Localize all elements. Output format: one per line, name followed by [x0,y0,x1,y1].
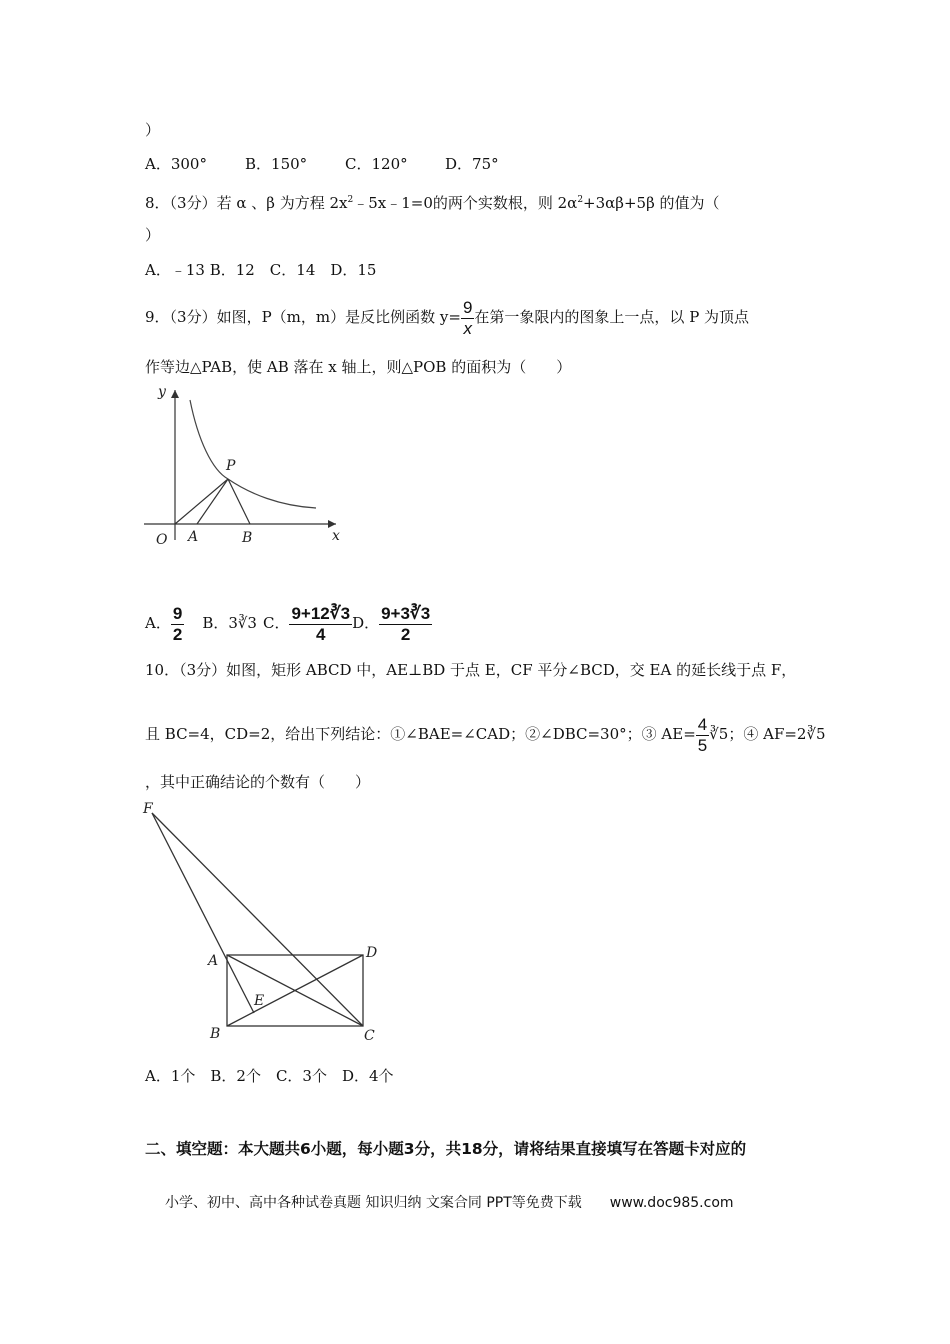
label-a: A [208,953,219,969]
q8-tail: ） [145,226,161,244]
q7-option-b: B．150° [245,155,308,173]
q8-sup2: 2 [577,195,584,205]
q10-figure [140,795,390,1050]
q9-option-a-num: 9 [172,603,183,623]
label-o: O [156,532,168,548]
label-a: A [188,529,199,545]
label-e: E [254,993,265,1009]
q9-stem [145,297,749,339]
q9-options [145,600,432,646]
q9-stem-a: 9．（3分）如图，P（m，m）是反比例函数 y= [145,308,461,326]
q9-option-a-den: 2 [172,624,183,644]
q9-option-a-label: A． [145,614,171,632]
q9-option-d-num: 9+3∛3 [381,603,431,623]
hyperbola-curve [190,400,316,508]
q9-option-c-num: 9+12∛3 [291,603,351,623]
q9-option-b: B．3∛3 [202,614,257,632]
q10-line2 [145,712,826,756]
q9-stem-b: 在第一象限内的图象上一点，以 P 为顶点 [474,308,750,326]
q9-option-d-fraction [379,604,432,645]
q10-line3: ，其中正确结论的个数有（ ） [145,773,371,791]
q8-stem-c: +3αβ+5β 的值为（ [583,194,720,212]
q9-option-c-label: C． [262,614,290,632]
q10-fraction-num: 4 [697,714,708,734]
q10-fraction-den: 5 [697,735,708,755]
q8-options: A．﹣13 B．12 C．14 D．15 [145,261,377,279]
x-axis-arrow [328,520,336,528]
q7-options [145,154,499,174]
q8-sup: 2 [347,195,354,205]
q7-option-c: C．120° [345,155,408,173]
q8-stem-b: ﹣5x﹣1=0的两个实数根，则 2α [353,194,578,212]
q9-option-d-label: D． [352,614,380,632]
q10-stem: 10．（3分）如图，矩形 ABCD 中，AE⊥BD 于点 E，CF 平分∠BCD，交 EA 的延长线于点 F， [145,661,797,679]
q10-line2-a: 且 BC=4，CD=2，给出下列结论：①∠BAE=∠CAD；②∠DBC=30°；③ AE= [145,725,696,743]
q10-fraction [696,715,709,756]
q7-option-a: A．300° [145,155,207,173]
q9-option-c-fraction [289,604,352,645]
q8-stem-a: 8．（3分）若 α 、β 为方程 2x [145,194,348,212]
segment-fe [152,813,254,1013]
y-axis-arrow [171,390,179,398]
label-f: F [143,801,153,817]
label-b: B [242,530,253,546]
label-c: C [364,1028,375,1044]
q7-tail: ） [145,121,161,139]
q9-fraction-den: x [463,318,472,338]
label-x: x [332,528,340,544]
q9-fraction [461,298,474,339]
q9-fraction-num: 9 [462,297,473,317]
q9-option-d-den: 2 [400,624,411,644]
label-d: D [366,945,378,961]
q10-line2-b: ∛5；④ AF=2∛5 [709,725,826,743]
q10-options: A．1个 B．2个 C．3个 D．4个 [145,1067,394,1085]
q9-option-c-den: 4 [316,624,326,644]
section-heading: 二、填空题：本大题共6小题，每小题3分，共18分，请将结果直接填写在答题卡对应的 [145,1140,747,1158]
label-p: P [226,458,236,474]
q9-figure [140,380,360,550]
label-y: y [158,384,166,400]
footer: 小学、初中、高中各种试卷真题 知识归纳 文案合同 PPT等免费下载 www.doc985.com [165,1195,734,1211]
q8-stem [145,190,720,213]
q9-option-a-fraction [171,604,184,645]
q9-line2: 作等边△PAB，使 AB 落在 x 轴上，则△POB 的面积为（ ） [145,358,572,376]
label-b: B [210,1026,221,1042]
q7-option-d: D．75° [445,155,499,173]
